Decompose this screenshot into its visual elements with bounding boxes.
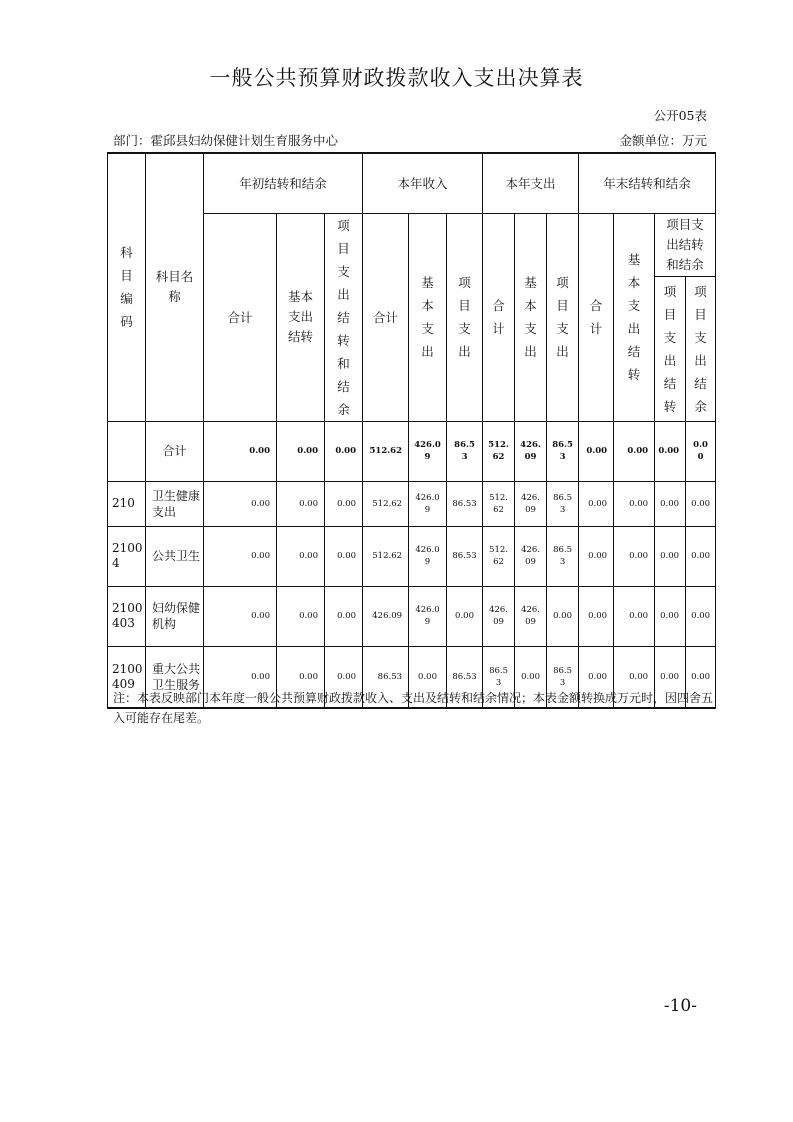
amount-cell: 0.00 <box>325 586 363 646</box>
page-number: -10- <box>663 996 697 1016</box>
amount-cell: 426.09 <box>409 526 447 586</box>
amount-cell: 0.00 <box>277 586 325 646</box>
amount-cell: 512.62 <box>363 526 409 586</box>
amount-cell: 86.53 <box>547 481 579 526</box>
amount-cell: 86.53 <box>447 481 483 526</box>
unit-label: 金额单位：万元 <box>619 133 707 148</box>
amount-cell: 512.62 <box>483 526 515 586</box>
amount-cell: 426.09 <box>409 586 447 646</box>
subject-name: 妇幼保健机构 <box>146 586 204 646</box>
amount-cell: 512.62 <box>483 421 515 481</box>
subject-name: 卫生健康支出 <box>146 481 204 526</box>
subject-code: 210 <box>108 481 146 526</box>
amount-cell: 0.00 <box>204 421 277 481</box>
amount-cell: 0.00 <box>655 526 686 586</box>
amount-cell: 86.53 <box>363 646 409 708</box>
amount-cell: 0.00 <box>686 646 716 708</box>
header-g4-basic: 基 本 支 出 结 转 <box>614 213 655 421</box>
amount-cell: 512.62 <box>363 481 409 526</box>
header-expenditure: 本年支出 <box>483 153 579 213</box>
subject-name: 合计 <box>146 421 204 481</box>
total-row <box>108 421 716 481</box>
amount-cell: 426.09 <box>515 526 547 586</box>
amount-cell: 86.53 <box>447 526 483 586</box>
amount-cell: 0.00 <box>579 481 614 526</box>
amount-cell: 0.00 <box>686 421 716 481</box>
amount-cell: 426.09 <box>515 481 547 526</box>
amount-cell: 512.62 <box>363 421 409 481</box>
subject-code: 21004 <box>108 526 146 586</box>
amount-cell: 0.00 <box>277 421 325 481</box>
amount-cell: 0.00 <box>277 646 325 708</box>
amount-cell: 0.00 <box>547 586 579 646</box>
amount-cell: 0.00 <box>325 646 363 708</box>
header-g2-basic: 基 本 支 出 <box>409 213 447 421</box>
amount-cell: 0.00 <box>614 481 655 526</box>
amount-cell: 0.00 <box>325 421 363 481</box>
amount-cell: 0.00 <box>655 421 686 481</box>
amount-cell: 0.00 <box>447 586 483 646</box>
amount-cell: 0.00 <box>579 421 614 481</box>
department-label: 部门：霍邱县妇幼保健计划生育服务中心 <box>113 133 339 148</box>
amount-cell: 0.00 <box>204 526 277 586</box>
header-g1-basic: 基本 支出 结转 <box>277 213 325 421</box>
subject-code: 2100409 <box>108 646 146 708</box>
header-opening-balance: 年初结转和结余 <box>204 153 363 213</box>
amount-cell: 0.00 <box>686 586 716 646</box>
header-name: 科目名 称 <box>146 153 204 421</box>
amount-cell: 426.09 <box>515 586 547 646</box>
footnote: 注：本表反映部门本年度一般公共预算财政拨款收入、支出及结转和结余情况；本表金额转换成万元时，因四舍五入可能存在尾差。 <box>113 691 714 725</box>
budget-table <box>107 152 716 709</box>
header-g3-project: 项 目 支 出 <box>547 213 579 421</box>
header-g1-total: 合计 <box>204 213 277 421</box>
header-g4-project-carry: 项 目 支 出 结 转 <box>655 276 686 421</box>
amount-cell: 0.00 <box>614 646 655 708</box>
subject-code <box>108 421 146 481</box>
amount-cell: 0.00 <box>614 421 655 481</box>
amount-cell: 426.09 <box>409 481 447 526</box>
header-g1-project: 项 目 支 出 结 转 和 结 余 <box>325 213 363 421</box>
header-g2-total: 合计 <box>363 213 409 421</box>
amount-cell: 0.00 <box>655 586 686 646</box>
amount-cell: 0.00 <box>325 526 363 586</box>
subject-code: 2100403 <box>108 586 146 646</box>
amount-cell: 0.00 <box>686 481 716 526</box>
amount-cell: 86.53 <box>483 646 515 708</box>
header-g3-total: 合 计 <box>483 213 515 421</box>
amount-cell: 0.00 <box>655 646 686 708</box>
amount-cell: 0.00 <box>325 481 363 526</box>
form-number: 公开05表 <box>653 108 707 123</box>
amount-cell: 426.09 <box>483 586 515 646</box>
amount-cell: 0.00 <box>686 526 716 586</box>
amount-cell: 0.00 <box>579 646 614 708</box>
amount-cell: 426.09 <box>409 421 447 481</box>
header-g4-project-surplus: 项 目 支 出 结 余 <box>686 276 716 421</box>
subject-name: 公共卫生 <box>146 526 204 586</box>
amount-cell: 0.00 <box>614 586 655 646</box>
amount-cell: 0.00 <box>409 646 447 708</box>
amount-cell: 86.53 <box>547 421 579 481</box>
table-row <box>108 586 716 646</box>
table-row <box>108 481 716 526</box>
amount-cell: 426.09 <box>363 586 409 646</box>
amount-cell: 426.09 <box>515 421 547 481</box>
amount-cell: 86.53 <box>447 646 483 708</box>
amount-cell: 0.00 <box>655 481 686 526</box>
amount-cell: 0.00 <box>614 526 655 586</box>
page-title: 一般公共预算财政拨款收入支出决算表 <box>209 66 584 90</box>
header-g3-basic: 基 本 支 出 <box>515 213 547 421</box>
amount-cell: 0.00 <box>277 481 325 526</box>
amount-cell: 86.53 <box>547 526 579 586</box>
header-income: 本年收入 <box>363 153 483 213</box>
amount-cell: 0.00 <box>579 526 614 586</box>
amount-cell: 512.62 <box>483 481 515 526</box>
amount-cell: 0.00 <box>277 526 325 586</box>
amount-cell: 0.00 <box>204 481 277 526</box>
table-row <box>108 526 716 586</box>
header-g4-total: 合 计 <box>579 213 614 421</box>
header-code: 科 目 编 码 <box>108 153 146 421</box>
amount-cell: 0.00 <box>204 586 277 646</box>
amount-cell: 86.53 <box>547 646 579 708</box>
subject-name: 重大公共卫生服务 <box>146 646 204 708</box>
header-g2-project: 项 目 支 出 <box>447 213 483 421</box>
amount-cell: 0.00 <box>204 646 277 708</box>
header-g4-project-group: 项目支 出结转 和结余 <box>655 213 716 276</box>
amount-cell: 86.53 <box>447 421 483 481</box>
header-closing-balance: 年末结转和结余 <box>579 153 716 213</box>
amount-cell: 0.00 <box>579 586 614 646</box>
amount-cell: 0.00 <box>515 646 547 708</box>
